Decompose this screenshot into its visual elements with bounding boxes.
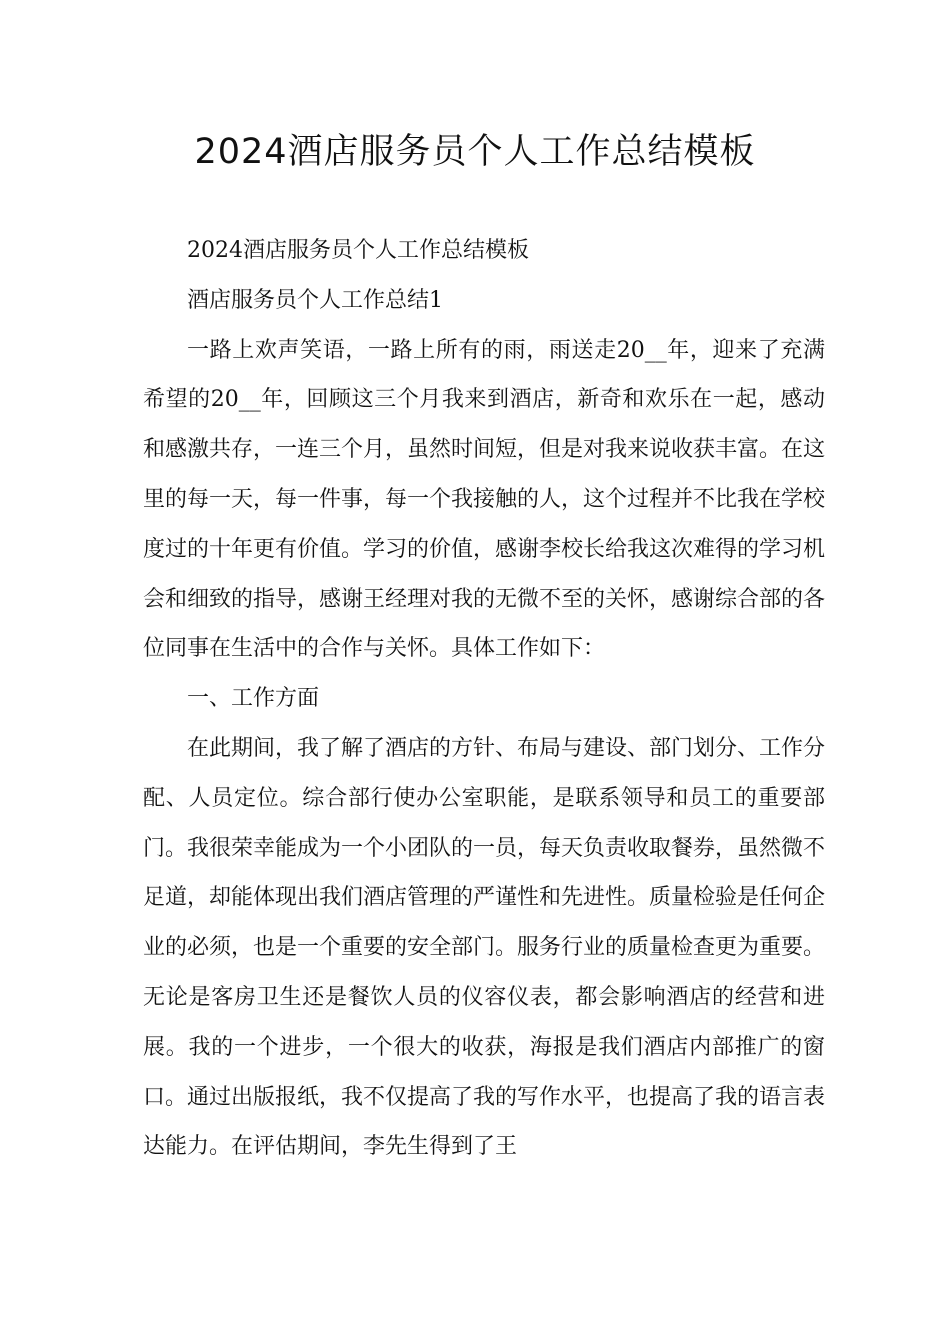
paragraph-section-heading: 酒店服务员个人工作总结1	[187, 287, 443, 313]
paragraph-subtitle: 2024酒店服务员个人工作总结模板	[187, 238, 529, 263]
paragraph-intro: 一路上欢声笑语，一路上所有的雨，雨送走20__年，迎来了充满希望的20__年，回顾这三个月我来到酒店，新奇和欢乐在一起，感动和感激共存，一连三个月，虽然时间短，但是对我来说收获丰富。在这里的每一天，每一件事，每一个我接触的人，这个过程并不比我在学校度过的十年更有价值。学习的价值，感谢李校长给我这次难得的学习机会和细致的指导，感谢王经理对我的无微不至的关怀，感谢综合部的各位同事在生活中的合作与关怀。具体工作如下：	[143, 337, 826, 662]
document-body	[143, 226, 825, 1172]
paragraph-work-heading: 一、工作方面	[187, 686, 320, 712]
document-title: 2024酒店服务员个人工作总结模板	[194, 132, 756, 172]
paragraph-work-details: 在此期间，我了解了酒店的方针、布局与建设、部门划分、工作分配、人员定位。综合部行使办公室职能，是联系领导和员工的重要部门。我很荣幸能成为一个小团队的一员，每天负责收取餐券，虽然微不足道，却能体现出我们酒店管理的严谨性和先进性。质量检验是任何企业的必须，也是一个重要的安全部门。服务行业的质量检查更为重要。无论是客房卫生还是餐饮人员的仪容仪表，都会影响酒店的经营和进展。我的一个进步，一个很大的收获，海报是我们酒店内部推广的窗口。通过出版报纸，我不仅提高了我的写作水平，也提高了我的语言表达能力。在评估期间，李先生得到了王	[143, 735, 826, 1160]
